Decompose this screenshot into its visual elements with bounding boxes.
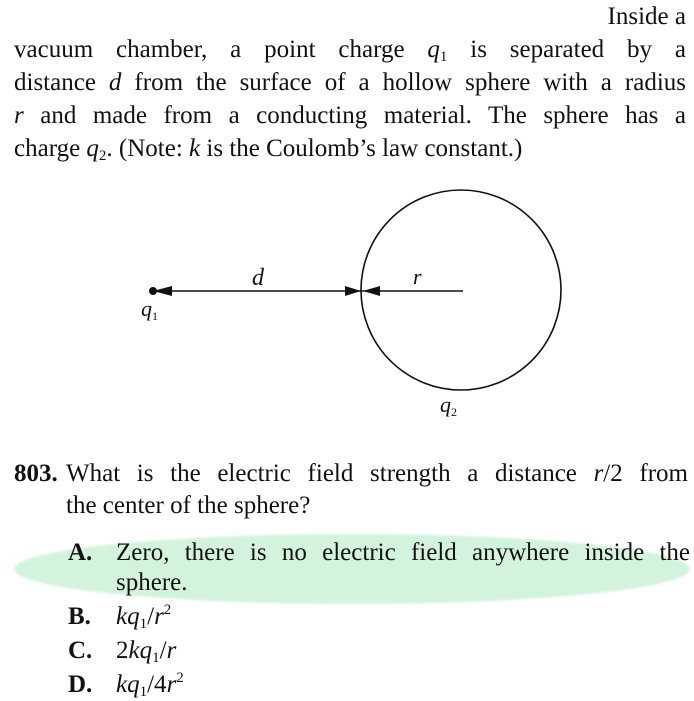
question-line-2: the center of the sphere? bbox=[66, 492, 311, 519]
choice-b[interactable] bbox=[68, 602, 690, 632]
q2-subscript: 2 bbox=[98, 148, 107, 164]
r-label: r bbox=[413, 264, 422, 289]
intro-text: . (Note: bbox=[106, 135, 190, 162]
r-variable: r bbox=[593, 460, 604, 487]
q2-label-var: q bbox=[440, 392, 451, 417]
choice-letter: B. bbox=[68, 603, 91, 630]
math-term: kq bbox=[116, 603, 140, 630]
math-term: 2 bbox=[116, 637, 129, 664]
choice-a-line-1: Zero, there is no electric field anywhere inside the bbox=[116, 539, 690, 566]
d-arrow-left-head bbox=[153, 286, 172, 296]
choice-letter: D. bbox=[68, 671, 93, 698]
question-block bbox=[14, 458, 688, 522]
choice-letter: C. bbox=[68, 637, 93, 664]
question-number: 803. bbox=[14, 460, 58, 487]
math-subscript: 1 bbox=[139, 684, 148, 700]
intro-text: is the Coulomb’s law constant.) bbox=[200, 135, 523, 162]
q2-variable: q bbox=[86, 135, 99, 162]
choice-d[interactable] bbox=[68, 670, 690, 700]
math-superscript: 2 bbox=[176, 670, 184, 686]
math-subscript: 1 bbox=[152, 650, 160, 666]
math-superscript: 2 bbox=[163, 602, 172, 618]
d-arrow-right-head bbox=[345, 286, 361, 296]
r-arrow-head bbox=[363, 286, 380, 296]
math-subscript: 1 bbox=[139, 616, 148, 632]
q1-variable: q bbox=[427, 36, 440, 63]
d-label: d bbox=[252, 265, 264, 291]
math-term: / bbox=[147, 603, 155, 630]
question-text-part: What is the electric field strength a distance bbox=[66, 460, 594, 487]
choice-a-line-2: sphere. bbox=[116, 569, 188, 596]
hollow-sphere-circle bbox=[361, 190, 561, 390]
q1-label-var: q bbox=[141, 296, 152, 321]
question-line-1 bbox=[66, 458, 688, 490]
q2-label bbox=[440, 392, 457, 419]
math-term: r bbox=[166, 637, 177, 664]
intro-text: and made from a conducting material. The sphere has a bbox=[23, 102, 686, 129]
intro-text: distance bbox=[14, 69, 109, 96]
choice-text bbox=[116, 671, 184, 698]
math-term: kq bbox=[128, 637, 153, 664]
k-variable: k bbox=[189, 135, 201, 162]
math-term: / bbox=[159, 637, 167, 664]
choice-a[interactable] bbox=[68, 538, 690, 598]
q1-subscript: 1 bbox=[439, 49, 448, 65]
intro-text: vacuum chamber, a point charge bbox=[14, 36, 428, 63]
math-term: /4 bbox=[147, 671, 167, 698]
choice-text bbox=[116, 637, 176, 664]
intro-text: from the surface of a hollow sphere with a radius bbox=[121, 69, 686, 96]
choice-text bbox=[116, 538, 690, 598]
intro-text: Inside a bbox=[607, 3, 686, 30]
choice-letter: A. bbox=[68, 539, 93, 566]
choice-c[interactable] bbox=[68, 636, 690, 666]
r-variable: r bbox=[14, 102, 24, 129]
choice-text bbox=[116, 603, 171, 630]
intro-text: is separated by a bbox=[447, 36, 686, 63]
math-term: r bbox=[154, 603, 164, 630]
math-term: kq bbox=[116, 671, 140, 698]
question-text bbox=[66, 458, 688, 522]
q1-label-sub: 1 bbox=[152, 309, 158, 323]
intro-text: charge bbox=[14, 135, 87, 162]
answer-choices bbox=[68, 538, 690, 700]
q2-label-sub: 2 bbox=[451, 405, 457, 419]
d-variable: d bbox=[108, 69, 122, 96]
q1-label bbox=[141, 296, 158, 323]
math-term: r bbox=[166, 671, 177, 698]
question-text-part: /2 from bbox=[603, 460, 689, 487]
